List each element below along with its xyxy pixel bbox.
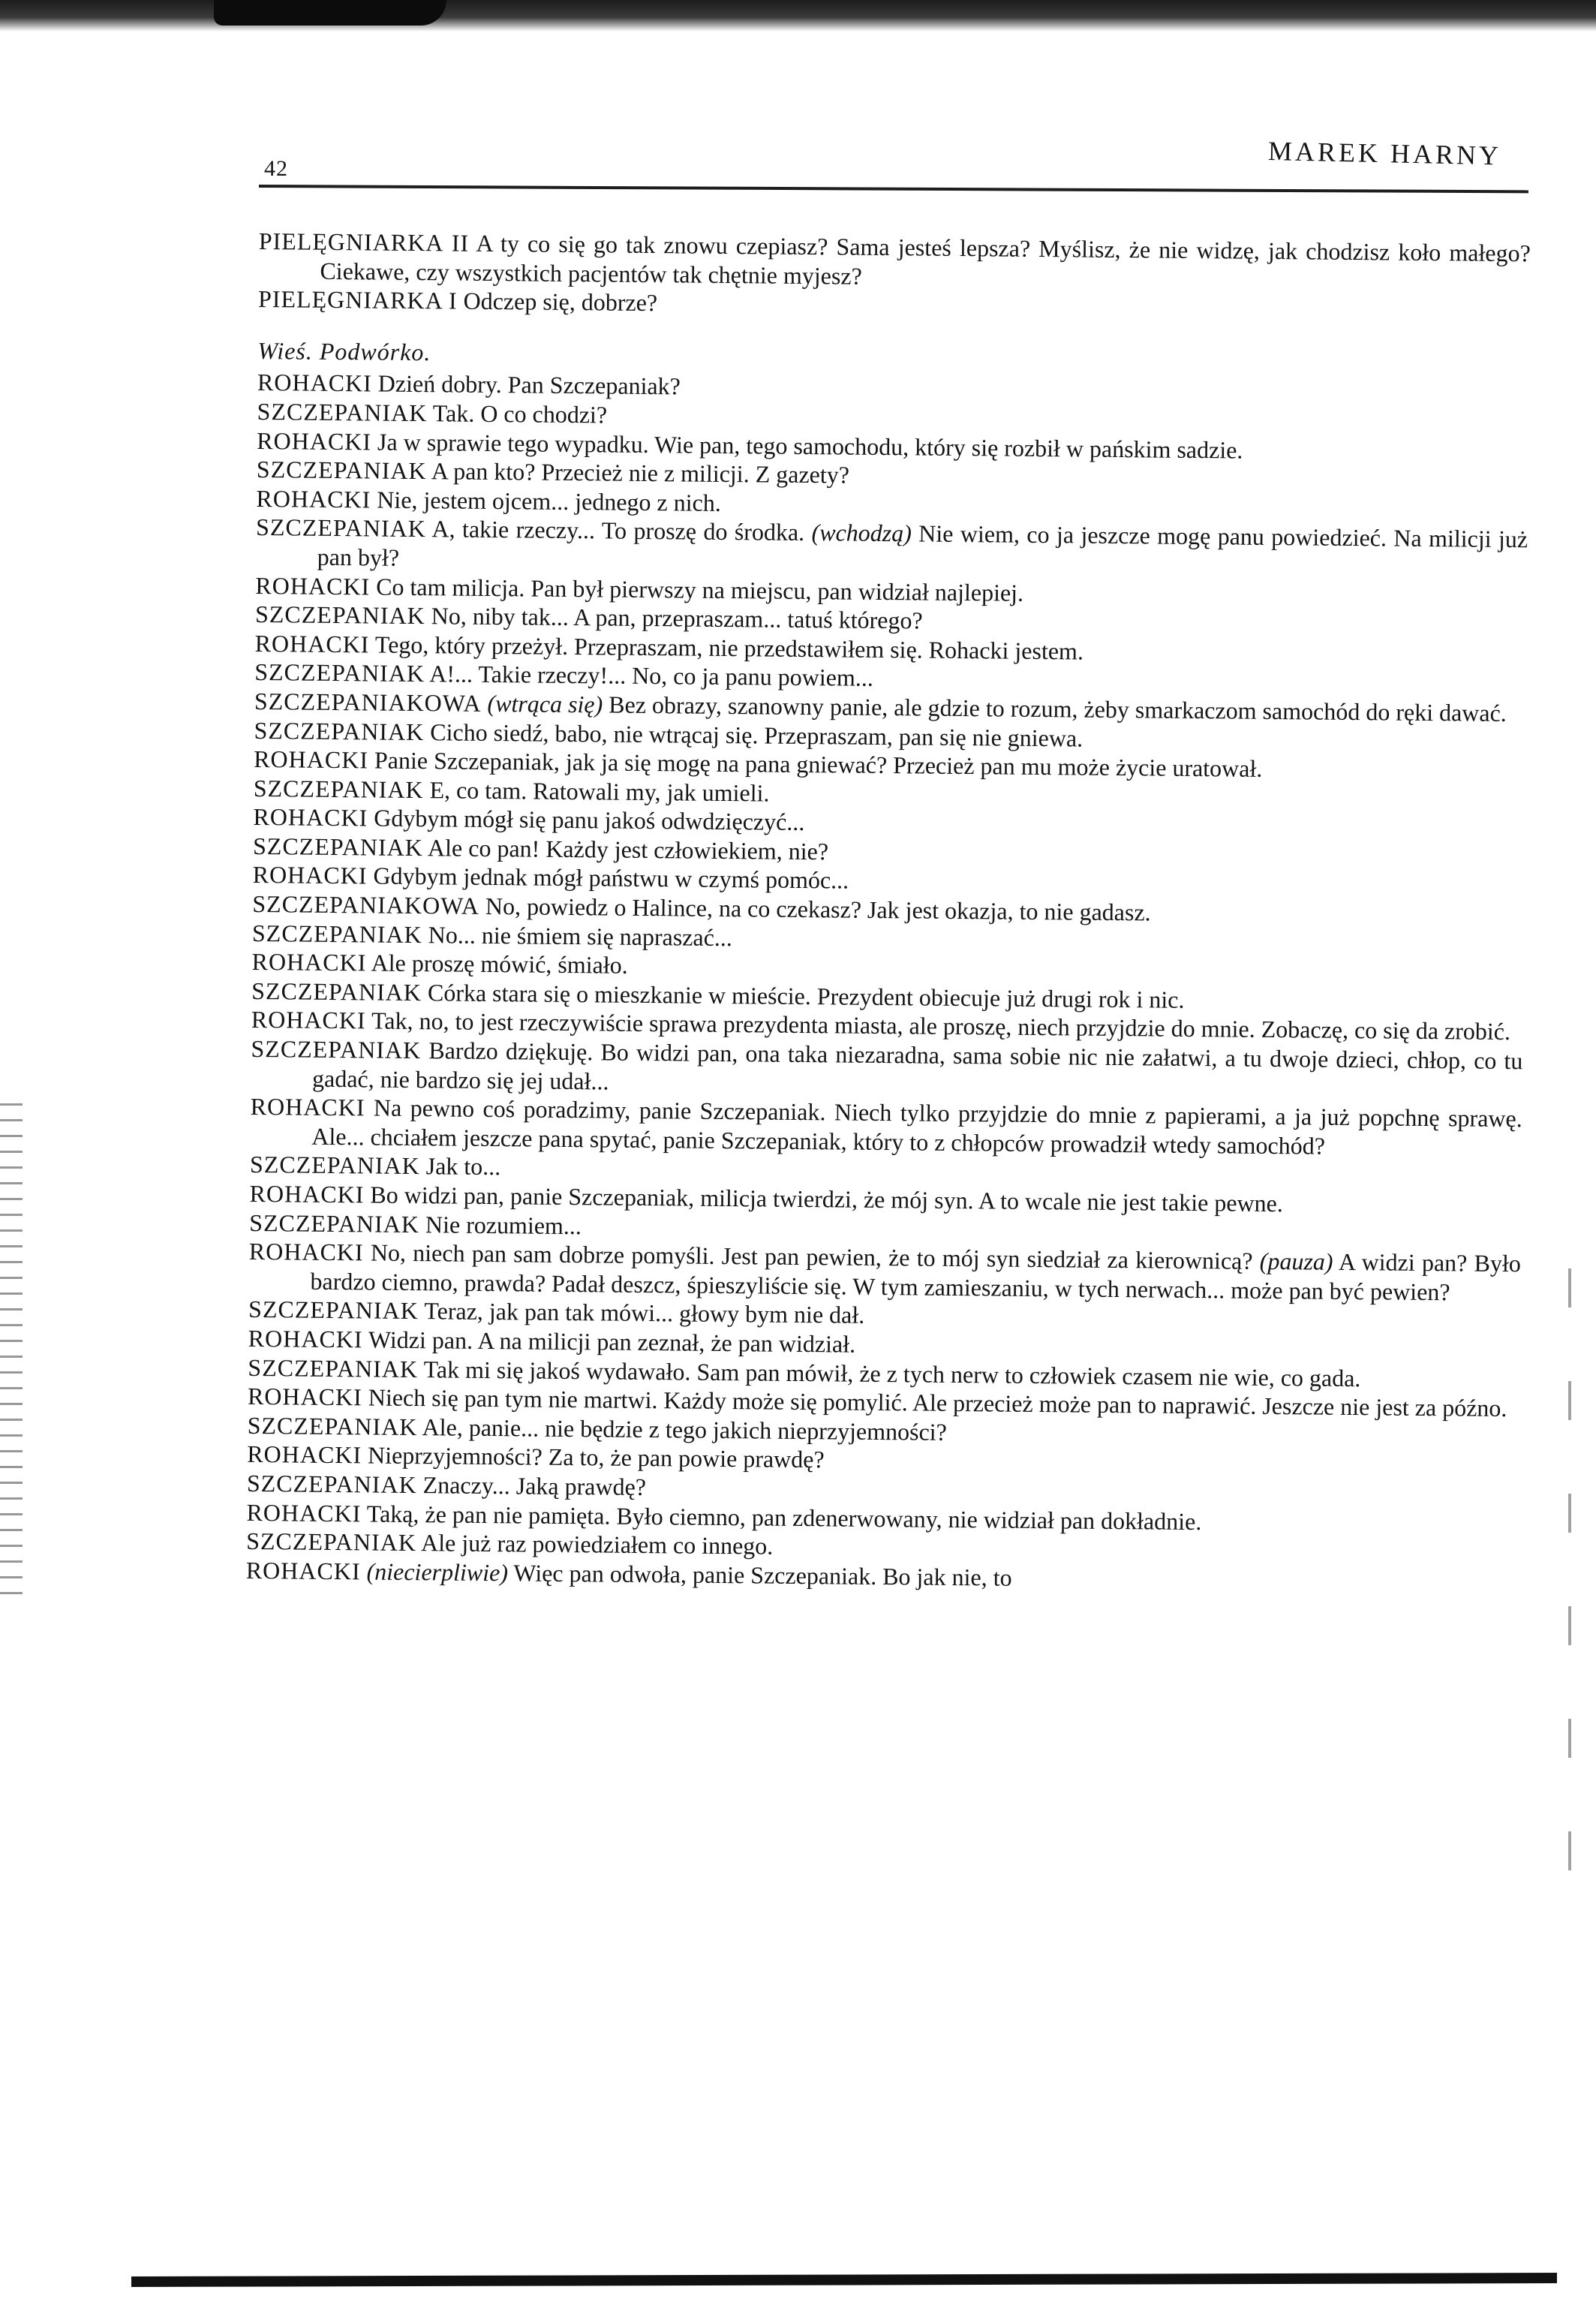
line-text: Gdybym mógł się panu jakoś odwdzięczyć...: [374, 804, 805, 836]
scan-edge-speckle: [0, 1103, 23, 1599]
line-text: Ja w sprawie tego wypadku. Wie pan, tego samochodu, który się rozbił w pańskim sadzie.: [377, 428, 1243, 464]
speaker-name: ROHACKI: [247, 1440, 362, 1469]
speaker-name: PIELĘGNIARKA I: [257, 285, 458, 314]
line-text: Widzi pan. A na milicji pan zeznał, że pan widział.: [368, 1326, 856, 1358]
line-text: Ale już raz powiedziałem co innego.: [420, 1529, 774, 1560]
line-text: No, niech pan sam dobrze pomyśli. Jest pan pewien, że to mój syn siedział za kierownicą?: [370, 1238, 1253, 1274]
speaker-name: ROHACKI: [257, 426, 372, 456]
speaker-name: ROHACKI: [250, 1093, 365, 1121]
line-text: Bez obrazy, szanowny panie, ale gdzie to rozum, żeby smarkaczom samochód do ręki dawać.: [609, 691, 1507, 727]
speaker-name: SZCZEPANIAK: [251, 919, 422, 948]
speaker-name: SZCZEPANIAK: [254, 658, 425, 688]
line-text: Tego, który przeżył. Przepraszam, nie przedstawiłem się. Rohacki jestem.: [374, 630, 1084, 665]
speaker-name: SZCZEPANIAK: [246, 1469, 417, 1499]
line-text: Jak to...: [425, 1152, 501, 1181]
speaker-name: ROHACKI: [246, 1498, 362, 1527]
line-text: Taką, że pan nie pamięta. Było ciemno, pan zdenerwowany, nie widział pan dokładnie.: [366, 1499, 1202, 1535]
dialogue-text: [246, 227, 1531, 1596]
line-text: Teraz, jak pan tak mówi... głowy bym nie dał.: [424, 1297, 865, 1329]
speaker-name: SZCZEPANIAK: [255, 513, 427, 543]
scan-edge-top: [0, 0, 1596, 32]
line-text: No... nie śmiem się napraszać...: [428, 920, 733, 951]
speaker-name: ROHACKI: [254, 629, 370, 658]
stage-direction: (wchodzą): [811, 519, 912, 547]
line-text-continued: A widzi pan? Było bardzo ciemno, prawda? Padał deszcz, śpieszyliście się. W tym zamieszaniu, w tych nerwach... może pan być pewien?: [310, 1248, 1522, 1306]
speaker-name: SZCZEPANIAK: [257, 397, 428, 427]
speaker-name: SZCZEPANIAK: [256, 456, 427, 485]
line-text: A pan kto? Przecież nie z milicji. Z gazety?: [431, 457, 850, 489]
speaker-name: SZCZEPANIAK: [249, 1151, 420, 1180]
stage-direction: (pauza): [1259, 1247, 1333, 1275]
speaker-name: ROHACKI: [251, 948, 367, 976]
speaker-name: SZCZEPANIAK: [252, 832, 423, 862]
speaker-name: SZCZEPANIAK: [249, 1208, 420, 1238]
page-number: 42: [264, 156, 288, 181]
speaker-name: PIELĘGNIARKA II: [258, 227, 470, 257]
line-text: Ale co pan! Każdy jest człowiekiem, nie?: [427, 834, 829, 865]
speaker-name: SZCZEPANIAK: [248, 1353, 419, 1383]
line-text-continued: Nie wiem, co ja jeszcze mogę panu powiedzieć. Na milicji już pan był?: [317, 519, 1528, 571]
line-text: Cicho siedź, babo, nie wtrącaj się. Przepraszam, pan się nie gniewa.: [430, 718, 1084, 752]
speaker-name: ROHACKI: [257, 369, 372, 397]
line-text: Odczep się, dobrze?: [463, 287, 658, 317]
line-text: No, powiedz o Halince, na co czekasz? Jak jest okazja, to nie gadasz.: [485, 892, 1151, 926]
line-text: Na pewno coś poradzimy, panie Szczepaniak. Niech tylko przyjdzie do mnie z papierami, a ja już popchnę sprawę. Ale... chciałem jeszcze pana spytać, panie Szczepaniak, który to z chłopców prowadził wtedy samochód?: [311, 1094, 1522, 1160]
line-text: Znaczy... Jaką prawdę?: [422, 1471, 647, 1500]
line-text: Gdybym jednak mógł państwu w czymś pomóc...: [373, 862, 849, 895]
line-text: Nieprzyjemności? Za to, że pan powie prawdę?: [367, 1441, 825, 1473]
line-text: Panie Szczepaniak, jak ja się mogę na pana gniewać? Przecież pan mu może życie uratował.: [374, 746, 1263, 782]
speaker-name: SZCZEPANIAK: [251, 976, 422, 1006]
speaker-name: ROHACKI: [248, 1238, 364, 1266]
speaker-name: SZCZEPANIAK: [248, 1295, 419, 1325]
line-text: Tak mi się jakoś wydawało. Sam pan mówił, że z tych nerw to człowiek czasem nie wie, co gada.: [423, 1355, 1361, 1392]
scan-edge-bottom: [131, 2273, 1557, 2287]
speaker-name: SZCZEPANIAKOWA: [254, 687, 482, 717]
line-text: Tak, no, to jest rzeczywiście sprawa prezydenta miasta, ale proszę, niech przyjdzie do mnie. Zobaczę, co się da zrobić.: [371, 1007, 1511, 1046]
running-head-author: MAREK HARNY: [1267, 136, 1502, 171]
line-text: Dzień dobry. Pan Szczepaniak?: [377, 369, 681, 400]
line-text: Nie, jestem ojcem... jednego z nich.: [377, 486, 721, 516]
line-text: Nie rozumiem...: [425, 1210, 582, 1239]
line-text: Ale proszę mówić, śmiało.: [371, 949, 628, 979]
speaker-name: ROHACKI: [256, 484, 371, 513]
speaker-name: ROHACKI: [253, 803, 368, 832]
speaker-name: ROHACKI: [251, 1006, 366, 1034]
speaker-name: SZCZEPANIAK: [251, 1034, 422, 1064]
line-text: Niech się pan tym nie martwi. Każdy może się pomylić. Ale przecież może pan to naprawić. Jeszcze nie jest za późno.: [368, 1383, 1507, 1422]
speaker-name: ROHACKI: [245, 1556, 361, 1585]
speaker-name: SZCZEPANIAK: [247, 1411, 418, 1440]
line-text: No, niby tak... A pan, przepraszam... tatuś którego?: [431, 602, 923, 634]
line-text: Bardzo dziękuję. Bo widzi pan, ona taka niezaradna, sama sobie nic nie załatwi, a tu dwoje dzieci, chłop, co tu gadać, nie bardzo się jej udał...: [311, 1037, 1523, 1095]
line-text: Więc pan odwoła, panie Szczepaniak. Bo jak nie, to: [513, 1559, 1012, 1591]
line-text: Córka stara się o mieszkanie w mieście. Prezydent obiecuje już drugi rok i nic.: [427, 979, 1185, 1013]
line-text: Tak. O co chodzi?: [432, 399, 608, 429]
scene-heading: Wieś. Podwórko.: [257, 336, 431, 366]
speaker-name: SZCZEPANIAKOWA: [252, 890, 480, 919]
speaker-name: ROHACKI: [247, 1383, 362, 1411]
speaker-name: SZCZEPANIAK: [254, 716, 425, 745]
speaker-name: ROHACKI: [255, 571, 371, 600]
speaker-name: ROHACKI: [248, 1324, 363, 1353]
stage-direction: (niecierpliwie): [366, 1557, 509, 1586]
scan-margin-marks: [1568, 1268, 1571, 1884]
line-text: A ty co się go tak znowu czepiasz? Sama jesteś lepsza? Myślisz, że nie widzę, jak chodzisz koło małego? Ciekawe, czy wszystkich pacjentów tak chętnie myjesz?: [320, 229, 1531, 290]
speaker-name: ROHACKI: [252, 861, 368, 889]
speaker-name: SZCZEPANIAK: [254, 600, 425, 630]
stage-direction: (wtrąca się): [487, 689, 603, 718]
line-text: Bo widzi pan, panie Szczepaniak, milicja twierdzi, że mój syn. A to wcale nie jest takie pewne.: [370, 1181, 1284, 1217]
line-text: A, takie rzeczy... To proszę do środka.: [431, 515, 805, 546]
line-text: Ale, panie... nie będzie z tego jakich nieprzyjemności?: [422, 1413, 948, 1446]
line-text: E, co tam. Ratowali my, jak umieli.: [429, 775, 770, 807]
line-text: A!... Takie rzeczy!... No, co ja panu powiem...: [429, 660, 874, 692]
speaker-name: ROHACKI: [254, 745, 369, 774]
line-text: Co tam milicja. Pan był pierwszy na miejscu, pan widział najlepiej.: [376, 573, 1024, 606]
speaker-name: SZCZEPANIAK: [246, 1527, 417, 1557]
speaker-name: SZCZEPANIAK: [253, 774, 424, 803]
speaker-name: ROHACKI: [249, 1179, 365, 1208]
header-rule: [259, 185, 1528, 193]
